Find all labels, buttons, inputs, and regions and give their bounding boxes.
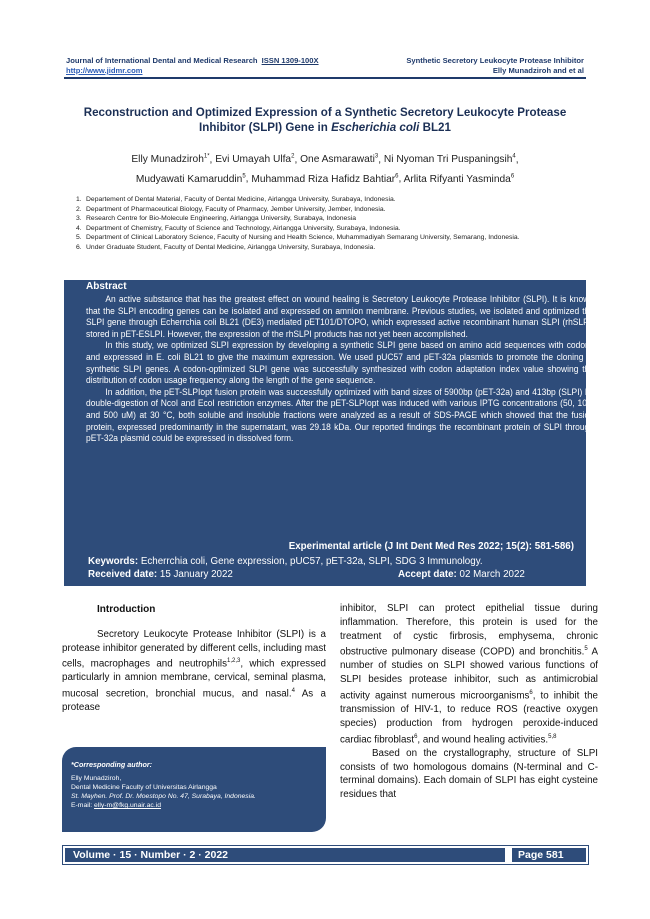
- abstract-heading: Abstract: [86, 281, 127, 292]
- received-date: Received date: 15 January 2022: [88, 569, 233, 580]
- author: Arlita Rifyanti Yasminda$^6$: [403, 173, 515, 185]
- volume-info: Volume · 15 · Number · 2 · 2022: [65, 848, 505, 862]
- author: Mudyawati Kamaruddin$^5$: [135, 173, 246, 185]
- body-paragraph: inhibitor, SLPI can protect epithelial tissue during inflammation. Therefore, this protein is used for the treatment of cystic firbrosis, emphysema, chronic obstructive pulmonary disease (COPD) and bronchitis.$^5$ A number of studies on SLPI showed various functions of SLPI besides protease inhibitor, such as antimicrobial activity against numerous microorganisms$^6$, to inhibit the transmission of HIV-1, to reduce ROS (reactive oxygen species) production from hydrogen peroxide-induced cardiac fibroblast$^6$, and wound healing activities.$^{5,8}$: [340, 603, 598, 745]
- journal-header: [66, 56, 319, 65]
- page-footer: [62, 845, 589, 865]
- email-link[interactable]: elly-m@fkg.unair.ac.id: [94, 802, 162, 809]
- paper-title: [70, 105, 580, 135]
- corresponding-address: St. Mayhen. Prof. Dr. Moestopo No. 47, Surabaya, Indonesia.: [71, 793, 256, 800]
- author: Muhammad Riza Hafidz Bahtiar$^6$: [251, 173, 399, 185]
- abstract-paragraph: An active substance that has the greatest effect on wound healing is Secretory Leukocyte Protease Inhibitor (SLPI). It is known that the SLPI encoding genes can be isolated and expressed on amnion membrane. Previous studies, we isolated and optimized the SLPI gene through Echerrchia coli BL21 (DE3) mediated pET101/DTOPO, which expressed active recombinant human SLPI (rhSLPI) stored in pET-ESLPI. However, the expression of the rhSLPI products has not yet been accomplished.: [86, 294, 594, 340]
- header-divider: [64, 77, 586, 79]
- affiliation-item: 5. Department of Clinical Laboratory Science, Faculty of Nursing and Health Science, Muhammadiyah Semarang University, Semarang, Indonesia.: [76, 234, 520, 242]
- issn-link[interactable]: ISSN 1309-100X: [261, 56, 319, 65]
- affiliation-item: 2. Department of Pharmaceutical Biology, Faculty of Pharmacy, Jember University, Jember, Indonesia.: [76, 205, 386, 213]
- corresponding-name: Elly Munadziroh,: [71, 775, 122, 782]
- corresponding-dept: Dental Medicine Faculty of Universitas Airlangga: [71, 784, 217, 791]
- author: Evi Umayah Ulfa$^2$: [215, 154, 295, 166]
- affiliation-item: 6. Under Graduate Student, Faculty of Dental Medicine, Airlangga University, Surabaya, Indonesia.: [76, 243, 376, 251]
- body-paragraph: Secretory Leukocyte Protease Inhibitor (SLPI) is a protease inhibitor generated by different cells, including mast cells, macrophages and neutrophils$^{1,2,3}$, which expressed particularly in amnion membrane, cervical, seminal plasma, mucosal secretion, bronchial mucus, and nasal.$^4$ As a protease: [62, 628, 326, 714]
- abstract-box: [64, 280, 594, 586]
- page-number: Page 581: [512, 848, 586, 862]
- right-column: [340, 602, 598, 802]
- corresponding-email: E-mail: elly-m@fkg.unair.ac.id: [71, 802, 162, 809]
- abstract-paragraph: In this study, we optimized SLPI expression by developing a synthetic SLPI gene based on amino acid sequences with codons and expressed in E. coli BL21 to give the maximum expression. We used pUC57 and pET-32a plasmids to promote the cloning of synthetic SLPI genes. A codon-optimized SLPI gene was successfully synthesized with codon adaptation index value showing the distribution of codon usage frequency along the length of the gene sequence.: [86, 340, 594, 387]
- running-title: Synthetic Secretory Leukocyte Protease Inhibitor: [406, 56, 584, 65]
- abstract-paragraph: In addition, the pET-SLPIopt fusion protein was successfully optimized with band sizes of 5900bp (pET-32a) and 413bp (SLPI) by double-digestion of NcoI and EcoI restriction enzymes. After the pET-SLPIopt was induced with various IPTG concentrations (50, 100, and 500 uM) at 30 °C, both soluble and insoluble fractions were analyzed as a result of SDS-PAGE which showed that the fusion protein, expressed predominantly in the supernatant, was 29.18 kDa. Our reported findings the recombinant protein of SLPI through pET-32a plasmid could be expressed in dissolved form.: [86, 386, 594, 445]
- dates: [88, 569, 558, 580]
- body-paragraph: Based on the crystallography, structure of SLPI consists of two homologous domains (N-terminal and C-terminal domains). Each domain of SLPI has eight cysteine residues that: [340, 747, 598, 801]
- abstract-body: [86, 294, 594, 445]
- keywords: Keywords: Echerrchia coli, Gene expression, pUC57, pET-32a, SLPI, SDG 3 Immunology.: [88, 556, 483, 567]
- affiliation-item: 1. Departement of Dental Material, Faculty of Dental Medicine, Airlangga University, Surabaya, Indonesia.: [76, 196, 396, 203]
- journal-name: Journal of International Dental and Medical Research: [66, 56, 258, 65]
- title-main: Reconstruction and Optimized Expression of a Synthetic Secretory Leukocyte Protease Inhibitor (SLPI) Gene in: [83, 106, 567, 134]
- corresponding-title: *Corresponding author:: [71, 760, 153, 769]
- left-column: [62, 603, 326, 715]
- affiliation-list: [76, 195, 586, 253]
- running-authors: Elly Munadziroh and et al: [492, 66, 584, 75]
- author-list: Elly Munadziroh$^{1*}$, Evi Umayah Ulfa$^2$, One Asmarawati$^3$, Ni Nyoman Tri Puspaningsih$^4$, Mudyawati Kamaruddin$^5$, Muhammad Riza Hafidz Bahtiar$^6$, Arlita Rifyanti Yasminda$^6$: [131, 154, 519, 185]
- author: Elly Munadziroh$^{1*}$: [131, 154, 210, 166]
- title-species: Escherichia coli: [331, 121, 420, 134]
- author: Ni Nyoman Tri Puspaningsih$^4$: [383, 154, 516, 166]
- journal-url[interactable]: http://www.jidmr.com: [66, 66, 143, 75]
- corresponding-author-box: [62, 747, 326, 832]
- section-heading: Introduction: [97, 604, 156, 615]
- affiliation-item: 4. Department of Chemistry, Faculty of Science and Technology, Airlangga University, Surabaya, Indonesia.: [76, 224, 401, 232]
- title-tail: BL21: [419, 121, 451, 134]
- accepted-date: Accept date: 02 March 2022: [398, 569, 525, 580]
- affiliation-item: 3. Research Centre for Bio-Molecule Engineering, Airlangga University, Surabaya, Indonesia: [76, 215, 357, 223]
- author: One Asmarawati$^3$: [300, 154, 379, 166]
- article-info: Experimental article (J Int Dent Med Res 2022; 15(2): 581-586): [288, 541, 574, 552]
